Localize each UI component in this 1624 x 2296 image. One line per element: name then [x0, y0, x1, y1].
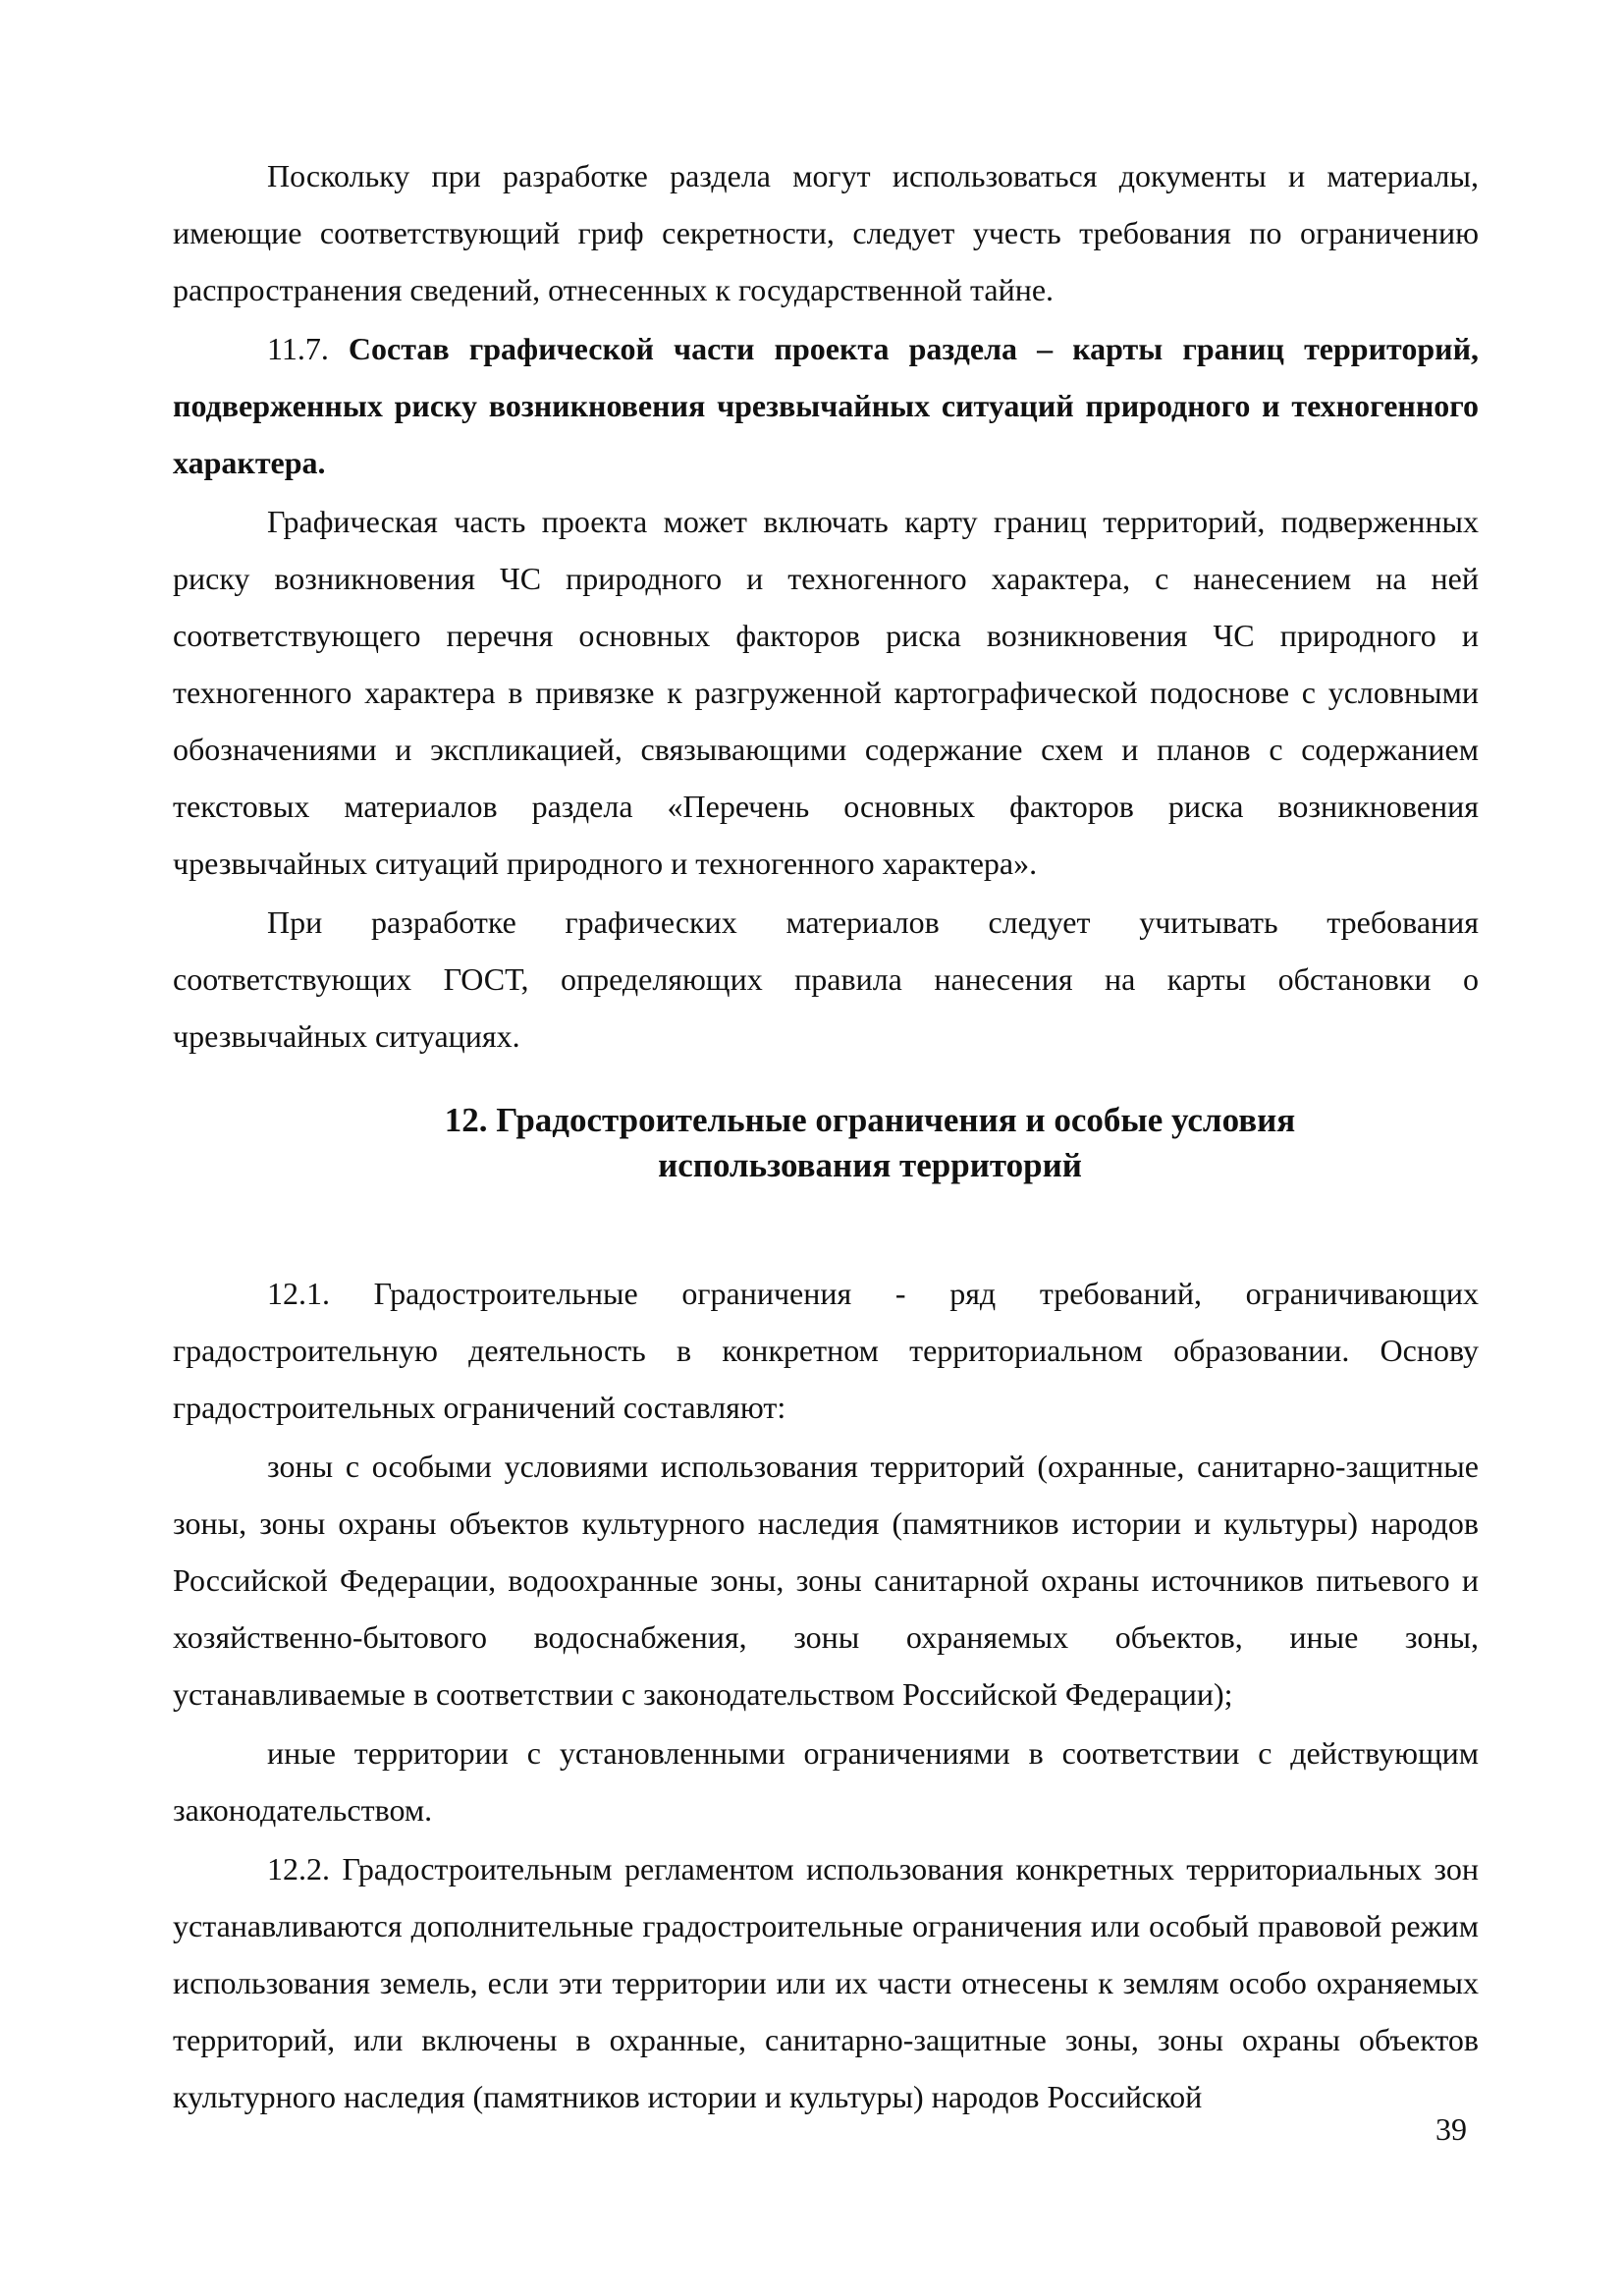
- paragraph-section-12-2: 12.2. Градостроительным регламентом использования конкретных территориальных зон устанавливаются дополнительные градостроительные ограничения или особый правовой режим использования земель, если эти территории или их части отнесены к землям особо охраняемых территорий, или включены в охранные, санитарно-защитные зоны, зоны охраны объектов культурного наследия (памятников истории и культуры) народов Российской: [173, 1851, 1479, 2114]
- paragraph-special-zones: зоны с особыми условиями использования территорий (охранные, санитарно-защитные зоны, зоны охраны объектов культурного наследия (памятников истории и культуры) народов Российской Федерации, водоохранные зоны, зоны санитарной охраны источников питьевого и хозяйственно-бытового водоснабжения, зоны охраняемых объектов, иные зоны, устанавливаемые в соответствии с законодательством Российской Федерации);: [173, 1449, 1479, 1712]
- paragraph-secrecy: Поскольку при разработке раздела могут использоваться документы и материалы, имеющие соответствующий гриф секретности, следует учесть требования по ограничению распространения сведений, отнесенных к государственной тайне.: [173, 158, 1479, 307]
- document-page: [173, 147, 1479, 2125]
- section-number-11-7: 11.7.: [267, 331, 329, 366]
- section-heading-12: [173, 1098, 1479, 1188]
- section-title-11-7: Состав графической части проекта раздела – карты границ территорий, подверженных риску возникновения чрезвычайных ситуаций природного и техногенного характера.: [173, 331, 1480, 480]
- paragraph-other-territories: иные территории с установленными ограничениями в соответствии с действующим законодательством.: [173, 1735, 1479, 1828]
- page-number: 39: [1435, 2111, 1467, 2147]
- section-heading-line-2: использования территорий: [658, 1146, 1082, 1184]
- section-heading-line-1: 12. Градостроительные ограничения и особые условия: [444, 1101, 1296, 1139]
- paragraph-section-11-7: [173, 320, 1479, 491]
- paragraph-graphic-part: Графическая часть проекта может включать карту границ территорий, подверженных риску возникновения ЧС природного и техногенного характера, с нанесением на ней соответствующего перечня основных факторов риска возникновения ЧС природного и техногенного характера в привязке к разгруженной картографической подоснове с условными обозначениями и экспликацией, связывающими содержание схем и планов с содержанием текстовых материалов раздела «Перечень основных факторов риска возникновения чрезвычайных ситуаций природного и техногенного характера».: [173, 504, 1479, 881]
- paragraph-section-12-1: 12.1. Градостроительные ограничения - ряд требований, ограничивающих градостроительную деятельность в конкретном территориальном образовании. Основу градостроительных ограничений составляют:: [173, 1276, 1479, 1425]
- paragraph-gost-requirements: При разработке графических материалов следует учитывать требования соответствующих ГОСТ, определяющих правила нанесения на карты обстановки о чрезвычайных ситуациях.: [173, 904, 1479, 1054]
